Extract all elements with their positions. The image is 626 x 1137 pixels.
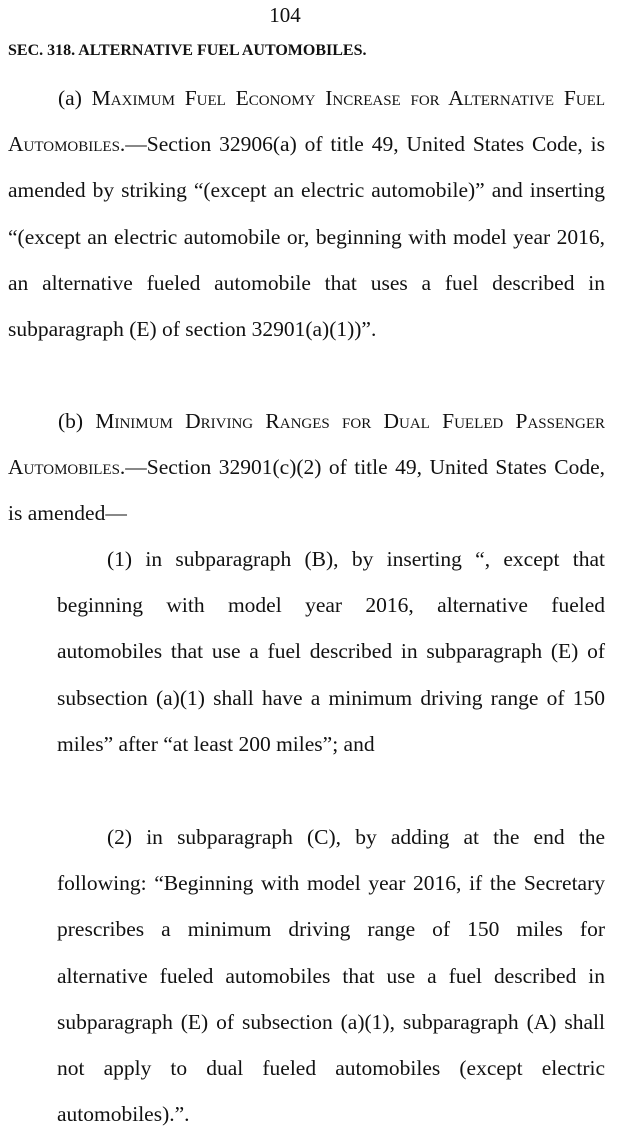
page-number: 104 [269, 3, 301, 27]
paragraph-a-heading: Maximum Fuel Economy Increase for Alternative Fuel Automobiles. [8, 86, 605, 157]
paragraph-b-body: —Section 32901(c)(2) of title 49, United States Code, is amended— [8, 455, 605, 526]
paragraph-b-heading: Minimum Driving Ranges for Dual Fueled Passenger Automobiles. [8, 409, 605, 480]
list-item-2: (2) in subparagraph (C), by adding at the end the following: “Beginning with model year 2016, if the Secretary prescribes a minimum driving range of 150 miles for alternative fueled automobiles that use a fuel described in subparagraph (E) of subsection (a)(1), subparagraph (A) shall not apply to dual fueled automobiles (except electric automobiles).”. [57, 825, 605, 1127]
paragraph-a [8, 75, 605, 352]
paragraph-a-label: (a) [58, 86, 92, 110]
paragraph-a-body: —Section 32906(a) of title 49, United States Code, is amended by striking “(except an electric automobile)” and inserting “(except an electric automobile or, beginning with model year 2016, an alternative fueled automobile that uses a fuel described in subparagraph (E) of section 32901(a)(1))”. [8, 132, 605, 342]
section-heading: SEC. 318. ALTERNATIVE FUEL AUTOMOBILES. [8, 42, 367, 59]
paragraph-b [8, 398, 605, 537]
list-item-1: (1) in subparagraph (B), by inserting “, except that beginning with model year 2016, alternative fueled automobiles that use a fuel described in subparagraph (E) of subsection (a)(1) shall have a minimum driving range of 150 miles” after “at least 200 miles”; and [57, 547, 605, 756]
paragraph-b-label: (b) [58, 409, 96, 433]
